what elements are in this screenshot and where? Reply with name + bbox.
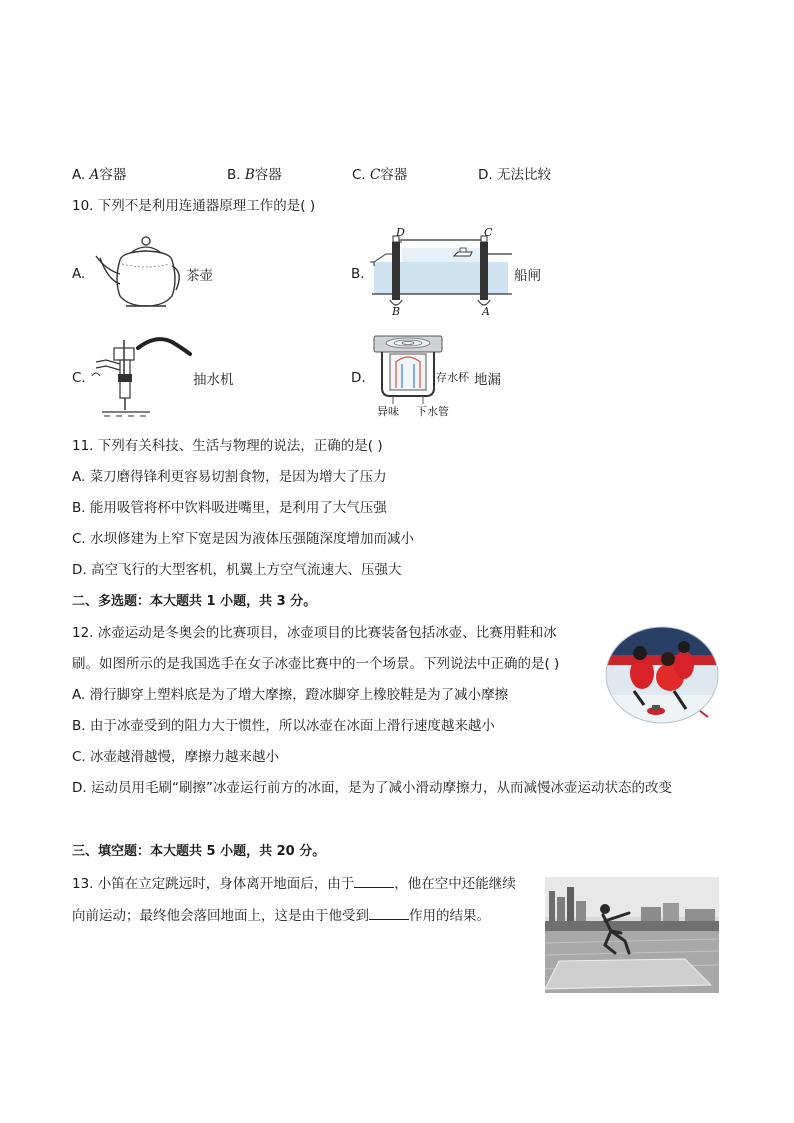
q13-line1: 13. 小笛在立定跳远时，身体离开地面后，由于 ，他在空中还能继续 [72,873,516,894]
q10-d-caption: 地漏 [474,372,501,388]
q12-stem-line2: 刷。如图所示的是我国选手在女子冰壶比赛中的一个场景。下列说法中正确的是( ) [72,656,560,672]
q11-option-a: A. 菜刀磨得锋利更容易切割食物，是因为增大了压力 [72,469,387,485]
q10-stem: 10. 下列不是利用连通器原理工作的是( ) [72,198,316,214]
ship-lock-figure [368,226,514,318]
q9-option-b: B. B容器 [227,167,282,183]
q10-a-letter: A. [72,266,86,282]
q10-c-letter: C. [72,370,86,386]
teapot-figure [92,234,184,310]
lock-label-b: B [392,305,401,318]
lock-label-c: C [484,226,493,239]
q11-stem: 11. 下列有关科技、生活与物理的说法，正确的是( ) [72,438,383,454]
q9-option-d: D. 无法比较 [478,167,551,183]
q10-b-letter: B. [351,266,365,282]
q12-option-b: B. 由于冰壶受到的阻力大于惯性，所以冰壶在冰面上滑行速度越来越小 [72,718,495,734]
q10-c-caption: 抽水机 [193,372,234,388]
q12-stem-line1: 12. 冰壶运动是冬奥会的比赛项目，冰壶项目的比赛装备包括冰壶、比赛用鞋和冰 [72,625,557,641]
floor-drain-figure [372,334,444,404]
long-jump-photo [545,877,719,993]
q10-a-caption: 茶壶 [186,268,213,284]
water-pump-figure [86,332,196,422]
curling-photo [604,625,720,725]
q10-d-letter: D. [351,370,366,386]
lock-label-d: D [396,226,405,239]
drain-label-cup: 存水杯 [436,371,469,384]
section-2-heading: 二、多选题：本大题共 1 小题，共 3 分。 [72,594,317,609]
drain-label-odor: 异味 [377,405,399,418]
q9-option-c: C. C容器 [352,167,408,183]
q11-option-d: D. 高空飞行的大型客机，机翼上方空气流速大、压强大 [72,562,402,578]
q10-b-caption: 船闸 [514,268,541,284]
answer-blank-1[interactable] [354,873,394,888]
q13-line2: 向前运动；最终他会落回地面上，这是由于他受到 作用的结果。 [72,905,490,926]
q11-option-c: C. 水坝修建为上窄下宽是因为液体压强随深度增加而减小 [72,531,415,547]
answer-blank-2[interactable] [369,905,409,920]
q12-option-c: C. 冰壶越滑越慢，摩擦力越来越小 [72,749,280,765]
drain-label-pipe: 下水管 [416,405,449,418]
section-3-heading: 三、填空题：本大题共 5 小题，共 20 分。 [72,844,326,859]
lock-label-a: A [482,305,490,318]
q12-option-d: D. 运动员用毛刷“刷擦”冰壶运行前方的冰面，是为了减小滑动摩擦力，从而减慢冰壶运动状态的改变 [72,780,672,796]
q9-option-a: A. A容器 [72,167,127,183]
q12-option-a: A. 滑行脚穿上塑料底是为了增大摩擦，蹬冰脚穿上橡胶鞋是为了减小摩擦 [72,687,509,703]
q11-option-b: B. 能用吸管将杯中饮料吸进嘴里，是利用了大气压强 [72,500,387,516]
